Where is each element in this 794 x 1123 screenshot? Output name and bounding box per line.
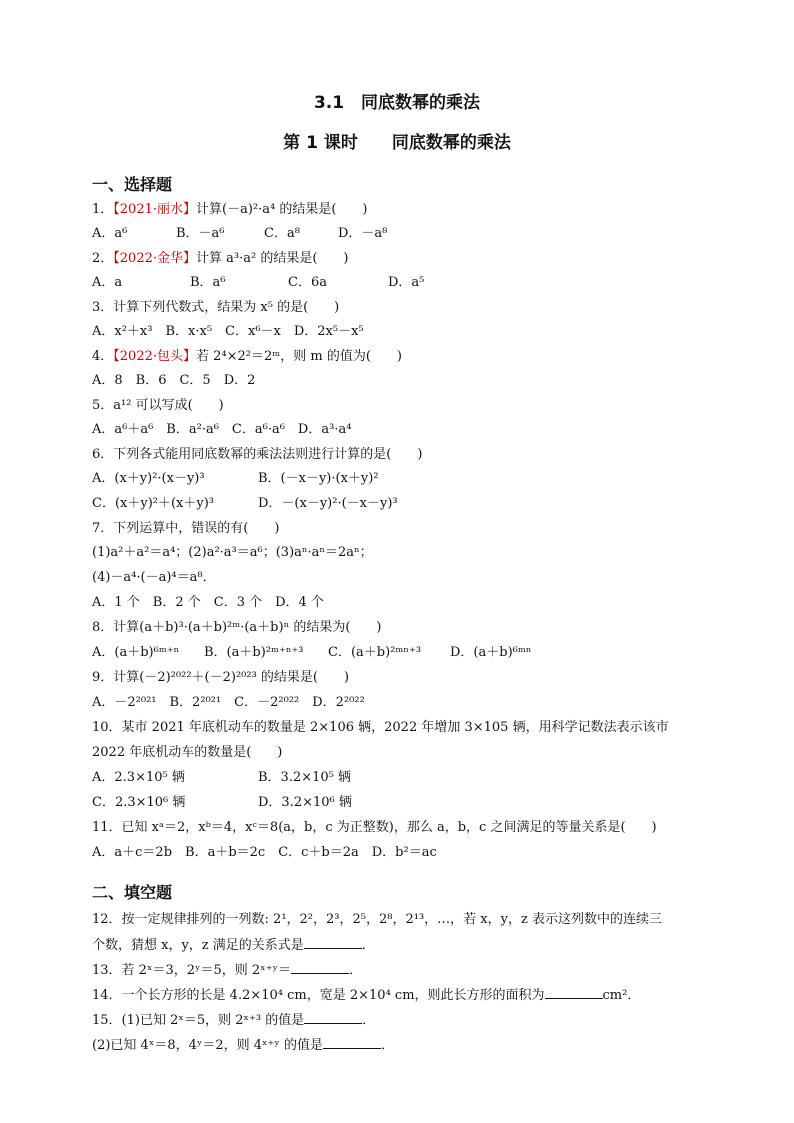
- question-text: 14．一个长方形的长是 4.2×10⁴ cm，宽是 2×10⁴ cm，则此长方形的面积为: [92, 988, 545, 1003]
- question-10: 10．某市 2021 年底机动车的数量是 2×106 辆，2022 年增加 3×105 辆，用科学记数法表示该市: [92, 720, 669, 735]
- option-d: D．－(x－y)²·(－x－y)³: [258, 496, 398, 511]
- question-6-options-row2: [92, 495, 398, 513]
- option-d: D．－a⁸: [338, 226, 388, 241]
- option-d: D．3.2×10⁶ 辆: [258, 795, 352, 810]
- punctuation: ．: [349, 963, 363, 978]
- question-15-part-2: [92, 1036, 394, 1055]
- question-5: 5．a¹² 可以写成( ): [92, 398, 224, 413]
- answer-blank[interactable]: [545, 986, 603, 999]
- option-a: A．a⁶: [92, 226, 128, 241]
- question-6-options-row1: [92, 470, 379, 488]
- question-7-options: A．1 个 B．2 个 C．3 个 D．4 个: [92, 595, 324, 610]
- question-text: 若 2⁴×2²＝2ᵐ，则 m 的值为( ): [196, 349, 402, 364]
- option-b: B．a⁶: [190, 275, 226, 290]
- question-text: 计算 a³·a² 的结果是( ): [196, 251, 349, 266]
- question-10-options-row2: [92, 794, 352, 812]
- source-tag: 【2021·丽水】: [113, 202, 196, 217]
- answer-blank[interactable]: [304, 936, 362, 949]
- option-b: B．(a＋b)²ᵐ⁺ⁿ⁺³: [204, 645, 304, 660]
- answer-blank[interactable]: [304, 1011, 362, 1024]
- question-7-statements-2: (4)－a⁴·(－a)⁴＝a⁸．: [92, 570, 216, 585]
- option-c: C．a⁸: [264, 226, 300, 241]
- option-c: C．(a＋b)²ᵐⁿ⁺³: [328, 645, 422, 660]
- question-number: 1．: [92, 202, 114, 217]
- question-14: [92, 986, 640, 1005]
- option-a: A．(x＋y)²·(x－y)³: [92, 471, 205, 486]
- question-5-options: A．a⁶＋a⁶ B．a²·a⁶ C．a⁶·a⁶ D．a³·a⁴: [92, 422, 352, 437]
- source-tag: 【2022·包头】: [113, 349, 196, 364]
- page-subtitle: 第 1 课时 同底数幂的乘法: [283, 133, 511, 153]
- punctuation: ．: [362, 1013, 376, 1028]
- question-9-options: A．－2²⁰²¹ B．2²⁰²¹ C．－2²⁰²² D．2²⁰²²: [92, 695, 365, 710]
- question-10-cont: 2022 年底机动车的数量是( ): [92, 745, 283, 760]
- question-15-part-1: [92, 1011, 375, 1030]
- option-b: B．3.2×10⁵ 辆: [258, 770, 352, 785]
- answer-blank[interactable]: [291, 961, 349, 974]
- question-8-options: [92, 644, 531, 662]
- question-2: [92, 250, 348, 268]
- question-number: 2．: [92, 251, 114, 266]
- option-c: C．6a: [288, 275, 327, 290]
- question-7-statements-1: (1)a²＋a²＝a⁴；(2)a²·a³＝a⁶；(3)aⁿ·aⁿ＝2aⁿ；: [92, 545, 373, 560]
- option-d: D．(a＋b)⁶ᵐⁿ: [450, 645, 532, 660]
- question-10-options-row1: [92, 769, 351, 787]
- punctuation: ．: [381, 1038, 395, 1053]
- question-4: [92, 348, 402, 366]
- question-2-options: [92, 274, 424, 292]
- punctuation: ．: [361, 938, 375, 953]
- question-1-options: [92, 225, 387, 243]
- question-7: 7．下列运算中，错误的有( ): [92, 521, 280, 536]
- question-12: 12．按一定规律排列的一列数: 2¹，2²，2³，2⁵，2⁸，2¹³，…，若 x，y，z 表示这列数中的连续三: [92, 912, 662, 927]
- question-text: 13．若 2ˣ＝3，2ʸ＝5，则 2ˣ⁺ʸ＝: [92, 963, 292, 978]
- question-9: 9．计算(－2)²⁰²²＋(－2)²⁰²³ 的结果是( ): [92, 670, 350, 685]
- question-6: 6．下列各式能用同底数幂的乘法法则进行计算的是( ): [92, 447, 423, 462]
- question-number: 4．: [92, 349, 114, 364]
- question-12-cont: [92, 936, 375, 955]
- source-tag: 【2022·金华】: [113, 251, 196, 266]
- question-8: 8．计算(a＋b)³·(a＋b)²ᵐ·(a＋b)ⁿ 的结果为( ): [92, 620, 382, 635]
- question-11-options: A．a＋c＝2b B．a＋b＝2c C．c＋b＝2a D．b²＝ac: [92, 845, 437, 860]
- answer-blank[interactable]: [323, 1036, 381, 1049]
- question-1: [92, 201, 367, 219]
- question-text: 15．(1)已知 2ˣ＝5，则 2ˣ⁺³ 的值是: [92, 1013, 305, 1028]
- question-4-options: A．8 B．6 C．5 D．2: [92, 373, 256, 388]
- question-3: 3．计算下列代数式，结果为 x⁵ 的是( ): [92, 300, 340, 315]
- unit-text: cm²．: [602, 988, 641, 1003]
- question-13: [92, 961, 362, 980]
- option-b: B．(－x－y)·(x＋y)²: [258, 471, 379, 486]
- option-c: C．2.3×10⁶ 辆: [92, 795, 186, 810]
- option-b: B．－a⁶: [176, 226, 225, 241]
- question-text: 个数，猜想 x，y，z 满足的关系式是: [92, 938, 304, 953]
- section-heading-fill: 二、填空题: [92, 883, 173, 902]
- option-a: A．a: [92, 275, 123, 290]
- page-title: 3.1 同底数幂的乘法: [313, 93, 481, 113]
- question-text: (2)已知 4ˣ＝8，4ʸ＝2，则 4ˣ⁺ʸ 的值是: [92, 1038, 324, 1053]
- option-d: D．a⁵: [388, 275, 425, 290]
- option-c: C．(x＋y)²＋(x＋y)³: [92, 496, 215, 511]
- question-text: 计算(－a)²·a⁴ 的结果是( ): [196, 202, 368, 217]
- question-3-options: A．x²＋x³ B．x·x⁵ C．x⁶－x D．2x⁵－x⁵: [92, 324, 364, 339]
- option-a: A．(a＋b)⁶ᵐ⁺ⁿ: [92, 645, 180, 660]
- option-a: A．2.3×10⁵ 辆: [92, 770, 185, 785]
- question-11: 11．已知 xᵃ＝2，xᵇ＝4，xᶜ＝8(a，b，c 为正整数)，那么 a，b，c 之间满足的等量关系是( ): [92, 820, 657, 835]
- section-heading-choice: 一、选择题: [92, 175, 173, 194]
